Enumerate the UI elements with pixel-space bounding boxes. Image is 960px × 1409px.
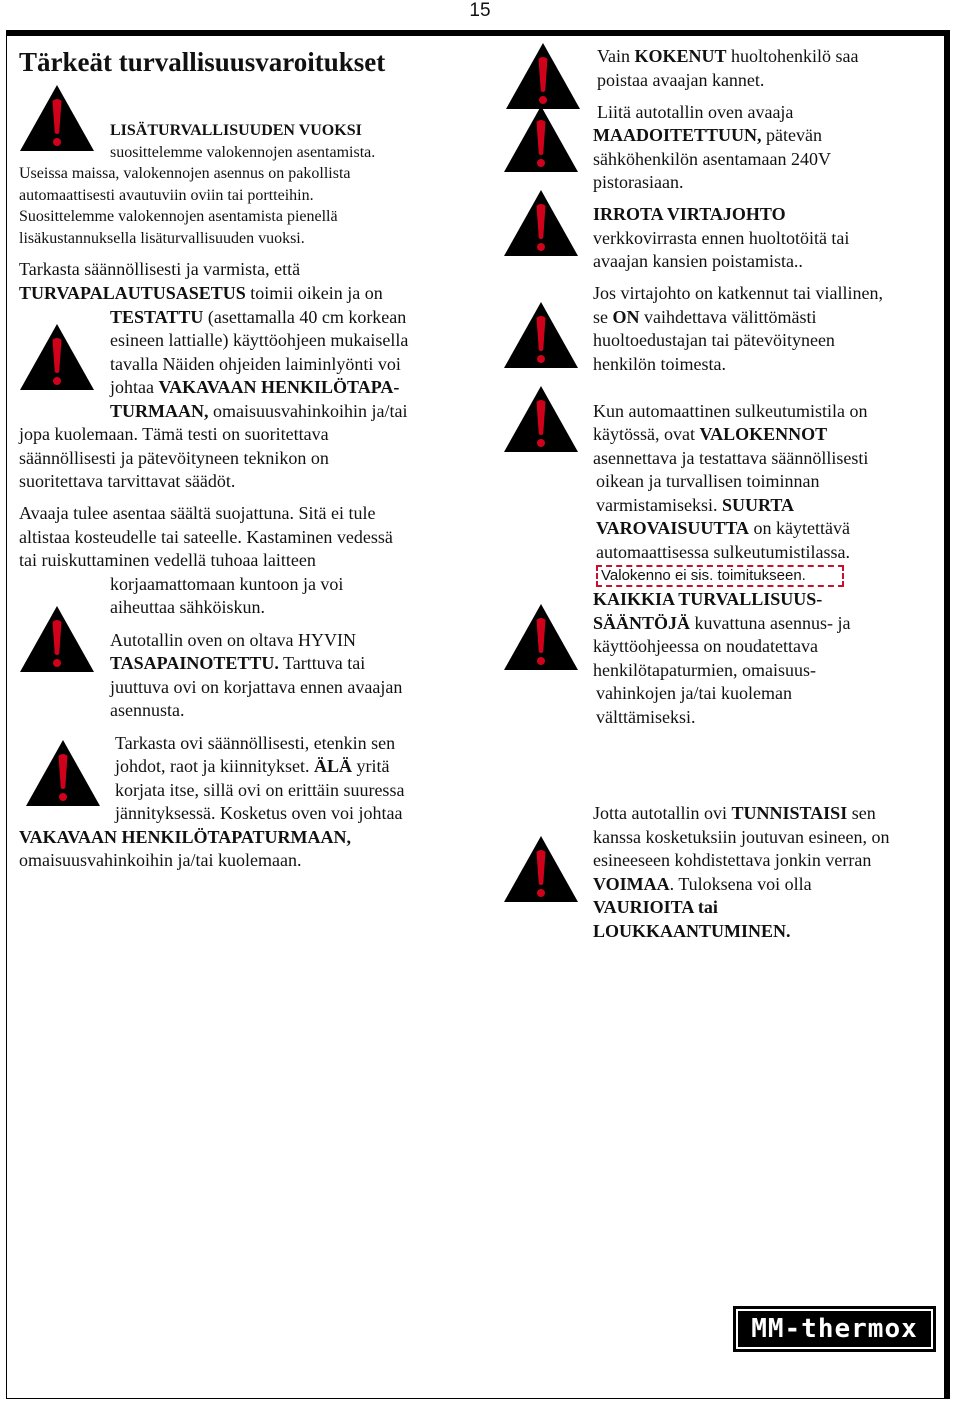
text-line: henkilön toimesta. <box>593 354 726 374</box>
text-line: VOIMAA. Tuloksena voi olla <box>593 874 812 894</box>
text-line: VAKAVAAN HENKILÖTAPATURMAAN, <box>19 827 352 847</box>
text-line: poistaa avaajan kannet. <box>597 70 765 90</box>
text-line: asennusta. <box>110 700 185 720</box>
text-line: Jos virtajohto on katkennut tai viallinen, <box>593 283 883 303</box>
text-line: tai ruiskuttaminen vedellä tuhoaa laitteen <box>19 550 316 570</box>
text-line: henkilötapaturmien, omaisuus- <box>593 660 816 680</box>
text-line: Tarkasta ovi säännöllisesti, etenkin sen <box>115 733 396 753</box>
text-line: suoritettava tarvittavat säädöt. <box>19 471 236 491</box>
text-line: jännityksessä. Kosketus oven voi johtaa <box>115 803 403 823</box>
text-line: Kun automaattinen sulkeutumistila on <box>593 401 868 421</box>
warning-triangle-icon <box>504 41 582 111</box>
warning-triangle-icon <box>502 188 580 258</box>
text-line: altistaa kosteudelle tai sateelle. Kastaminen vedessä <box>19 527 393 547</box>
text-line: TESTATTU (asettamalla 40 cm korkean <box>110 307 407 327</box>
text-line: avaajan kansien poistamista.. <box>593 251 803 271</box>
warning-triangle-icon <box>502 384 580 454</box>
text-line: välttämiseksi. <box>596 707 696 727</box>
page-number: 15 <box>469 0 491 21</box>
text-line: verkkovirrasta ennen huoltotöitä tai <box>593 228 850 248</box>
text-line: suosittelemme valokennojen asentamista. <box>110 144 376 161</box>
paragraph-extra-safety-heading: LISÄTURVALLISUUDEN VUOKSI <box>110 122 362 139</box>
text-line: TURMAAN, omaisuusvahinkoihin ja/tai <box>110 401 408 421</box>
photocell-not-included-note: Valokenno ei sis. toimitukseen. <box>596 565 844 587</box>
text-line: TURVAPALAUTUSASETUS toimii oikein ja on <box>19 283 383 303</box>
warning-triangle-icon <box>24 738 102 808</box>
text-line: jopa kuolemaan. Tämä testi on suoritettava <box>19 424 329 444</box>
brand-logo <box>733 1306 936 1352</box>
text-line: pistorasiaan. <box>593 172 684 192</box>
warning-triangle-icon <box>18 83 96 153</box>
text-line: Suosittelemme valokennojen asentamista pienellä <box>19 208 338 225</box>
text-line: esineeseen kohdistettava jonkin verran <box>593 850 872 870</box>
text-line: varmistamiseksi. SUURTA <box>596 495 795 515</box>
warning-triangle-icon <box>502 834 580 904</box>
text-line: korjata itse, sillä ovi on erittäin suuressa <box>115 780 405 800</box>
text-line: Liitä autotallin oven avaaja <box>597 102 794 122</box>
text-line: se ON vaihdettava välittömästi <box>593 307 817 327</box>
text-line: Avaaja tulee asentaa säältä suojattuna. Sitä ei tule <box>19 503 376 523</box>
brand-logo-text: MM-thermox <box>736 1309 933 1349</box>
text-line: Vain KOKENUT huoltohenkilö saa <box>597 46 859 66</box>
text-line: johdot, raot ja kiinnitykset. ÄLÄ yritä <box>115 756 390 776</box>
text-line: kanssa kosketuksiin joutuvan esineen, on <box>593 827 890 847</box>
text-line: Jotta autotallin ovi TUNNISTAISI sen <box>593 803 876 823</box>
text-line: juuttuva ovi on korjattava ennen avaajan <box>110 677 403 697</box>
text-line: omaisuusvahinkoihin ja/tai kuolemaan. <box>19 850 302 870</box>
text-line: automaattisesti avautuviin oviin tai portteihin. <box>19 187 314 204</box>
warning-triangle-icon <box>18 322 96 392</box>
text-line: aiheuttaa sähköiskun. <box>110 597 265 617</box>
text-line: lisäkustannuksella lisäturvallisuuden vuoksi. <box>19 230 305 247</box>
warning-triangle-icon <box>502 104 580 174</box>
text-line: Tarkasta säännöllisesti ja varmista, että <box>19 259 301 279</box>
text-line: oikean ja turvallisen toiminnan <box>596 471 820 491</box>
text-line: LOUKKAANTUMINEN. <box>593 921 791 941</box>
text-line: KAIKKIA TURVALLISUUS- <box>593 589 823 609</box>
text-line: VAROVAISUUTTA on käytettävä <box>596 518 851 538</box>
text-line: VAURIOITA tai <box>593 897 718 917</box>
text-line: asennettava ja testattava säännöllisesti <box>593 448 869 468</box>
text-line: TASAPAINOTETTU. Tarttuva tai <box>110 653 366 673</box>
page-title: Tärkeät turvallisuusvaroitukset <box>19 47 386 77</box>
text-line: johtaa VAKAVAAN HENKILÖTAPA- <box>110 377 400 397</box>
text-line: Autotallin oven on oltava HYVIN <box>110 630 356 650</box>
text-line: Useissa maissa, valokennojen asennus on pakollista <box>19 165 351 182</box>
text-line: automaattisessa sulkeutumistilassa. <box>596 542 850 562</box>
warning-triangle-icon <box>18 604 96 674</box>
text-line: käytössä, ovat VALOKENNOT <box>593 424 828 444</box>
text-line: korjaamattomaan kuntoon ja voi <box>110 574 344 594</box>
text-line: SÄÄNTÖJÄ kuvattuna asennus- ja <box>593 613 851 633</box>
warning-triangle-icon <box>502 300 580 370</box>
text-line: käyttöohjeessa on noudatettava <box>593 636 818 656</box>
text-line: sähköhenkilön asentamaan 240V <box>593 149 831 169</box>
text-line: vahinkojen ja/tai kuoleman <box>596 683 792 703</box>
text-line: IRROTA VIRTAJOHTO <box>593 204 786 224</box>
text-line: MAADOITETTUUN, pätevän <box>593 125 822 145</box>
text-line: huoltoedustajan tai pätevöityneen <box>593 330 835 350</box>
text-line: säännöllisesti ja pätevöityneen teknikon on <box>19 448 329 468</box>
text-line: tavalla Näiden ohjeiden laiminlyönti voi <box>110 354 401 374</box>
warning-triangle-icon <box>502 602 580 672</box>
text-line: esineen lattialle) käyttöohjeen mukaisella <box>110 330 409 350</box>
